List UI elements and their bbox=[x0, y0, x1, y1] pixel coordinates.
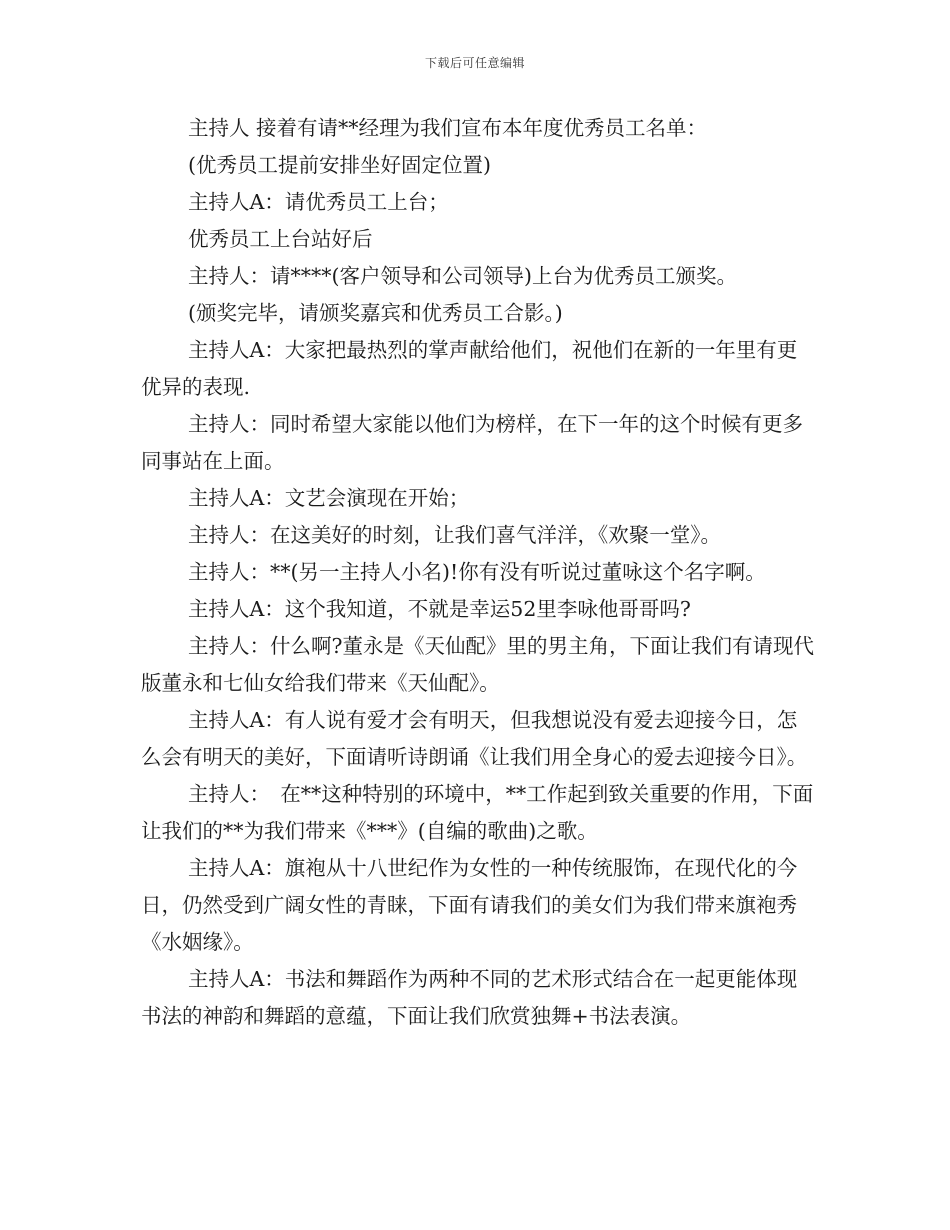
paragraph: 主持人：什么啊?董永是《天仙配》里的男主角，下面让我们有请现代版董永和七仙女给我们带来《天仙配》。 bbox=[141, 634, 814, 695]
paragraph: 主持人：**(另一主持人小名)!你有没有听说过董咏这个名字啊。 bbox=[188, 560, 766, 584]
paragraph: (颁奖完毕，请颁奖嘉宾和优秀员工合影。) bbox=[188, 301, 563, 325]
paragraph: (优秀员工提前安排坐好固定位置) bbox=[188, 153, 491, 177]
paragraph: 主持人A：大家把最热烈的掌声献给他们，祝他们在新的一年里有更优异的表现. bbox=[141, 338, 798, 399]
paragraph: 主持人： 在**这种特别的环境中，**工作起到致关重要的作用，下面让我们的**为我们带来《***》(自编的歌曲)之歌。 bbox=[141, 782, 814, 843]
paragraph: 主持人A：有人说有爱才会有明天，但我想说没有爱去迎接今日，怎么会有明天的美好，下面请听诗朗诵《让我们用全身心的爱去迎接今日》。 bbox=[141, 708, 808, 769]
paragraph: 主持人：在这美好的时刻，让我们喜气洋洋，《欢聚一堂》。 bbox=[188, 523, 721, 547]
paragraph: 主持人A：旗袍从十八世纪作为女性的一种传统服饰，在现代化的今日，仍然受到广阔女性的青睐，下面有请我们的美女们为我们带来旗袍秀《水姻缘》。 bbox=[141, 856, 798, 954]
paragraph: 优秀员工上台站好后 bbox=[188, 227, 373, 251]
document-body bbox=[141, 110, 817, 1035]
paragraph: 主持人：请****(客户领导和公司领导)上台为优秀员工颁奖。 bbox=[188, 264, 737, 288]
paragraph: 主持人A：书法和舞蹈作为两种不同的艺术形式结合在一起更能体现书法的神韵和舞蹈的意蕴，下面让我们欣赏独舞+书法表演。 bbox=[141, 967, 798, 1028]
paragraph: 主持人：同时希望大家能以他们为榜样，在下一年的这个时候有更多同事站在上面。 bbox=[141, 412, 803, 473]
paragraph: 主持人A：这个我知道，不就是幸运52里李咏他哥哥吗? bbox=[188, 597, 691, 621]
page-header: 下载后可任意编辑 bbox=[424, 56, 525, 70]
paragraph: 主持人 接着有请**经理为我们宣布本年度优秀员工名单： bbox=[188, 116, 708, 140]
paragraph: 主持人A：请优秀员工上台； bbox=[188, 190, 449, 214]
paragraph: 主持人A：文艺会演现在开始； bbox=[188, 486, 470, 510]
